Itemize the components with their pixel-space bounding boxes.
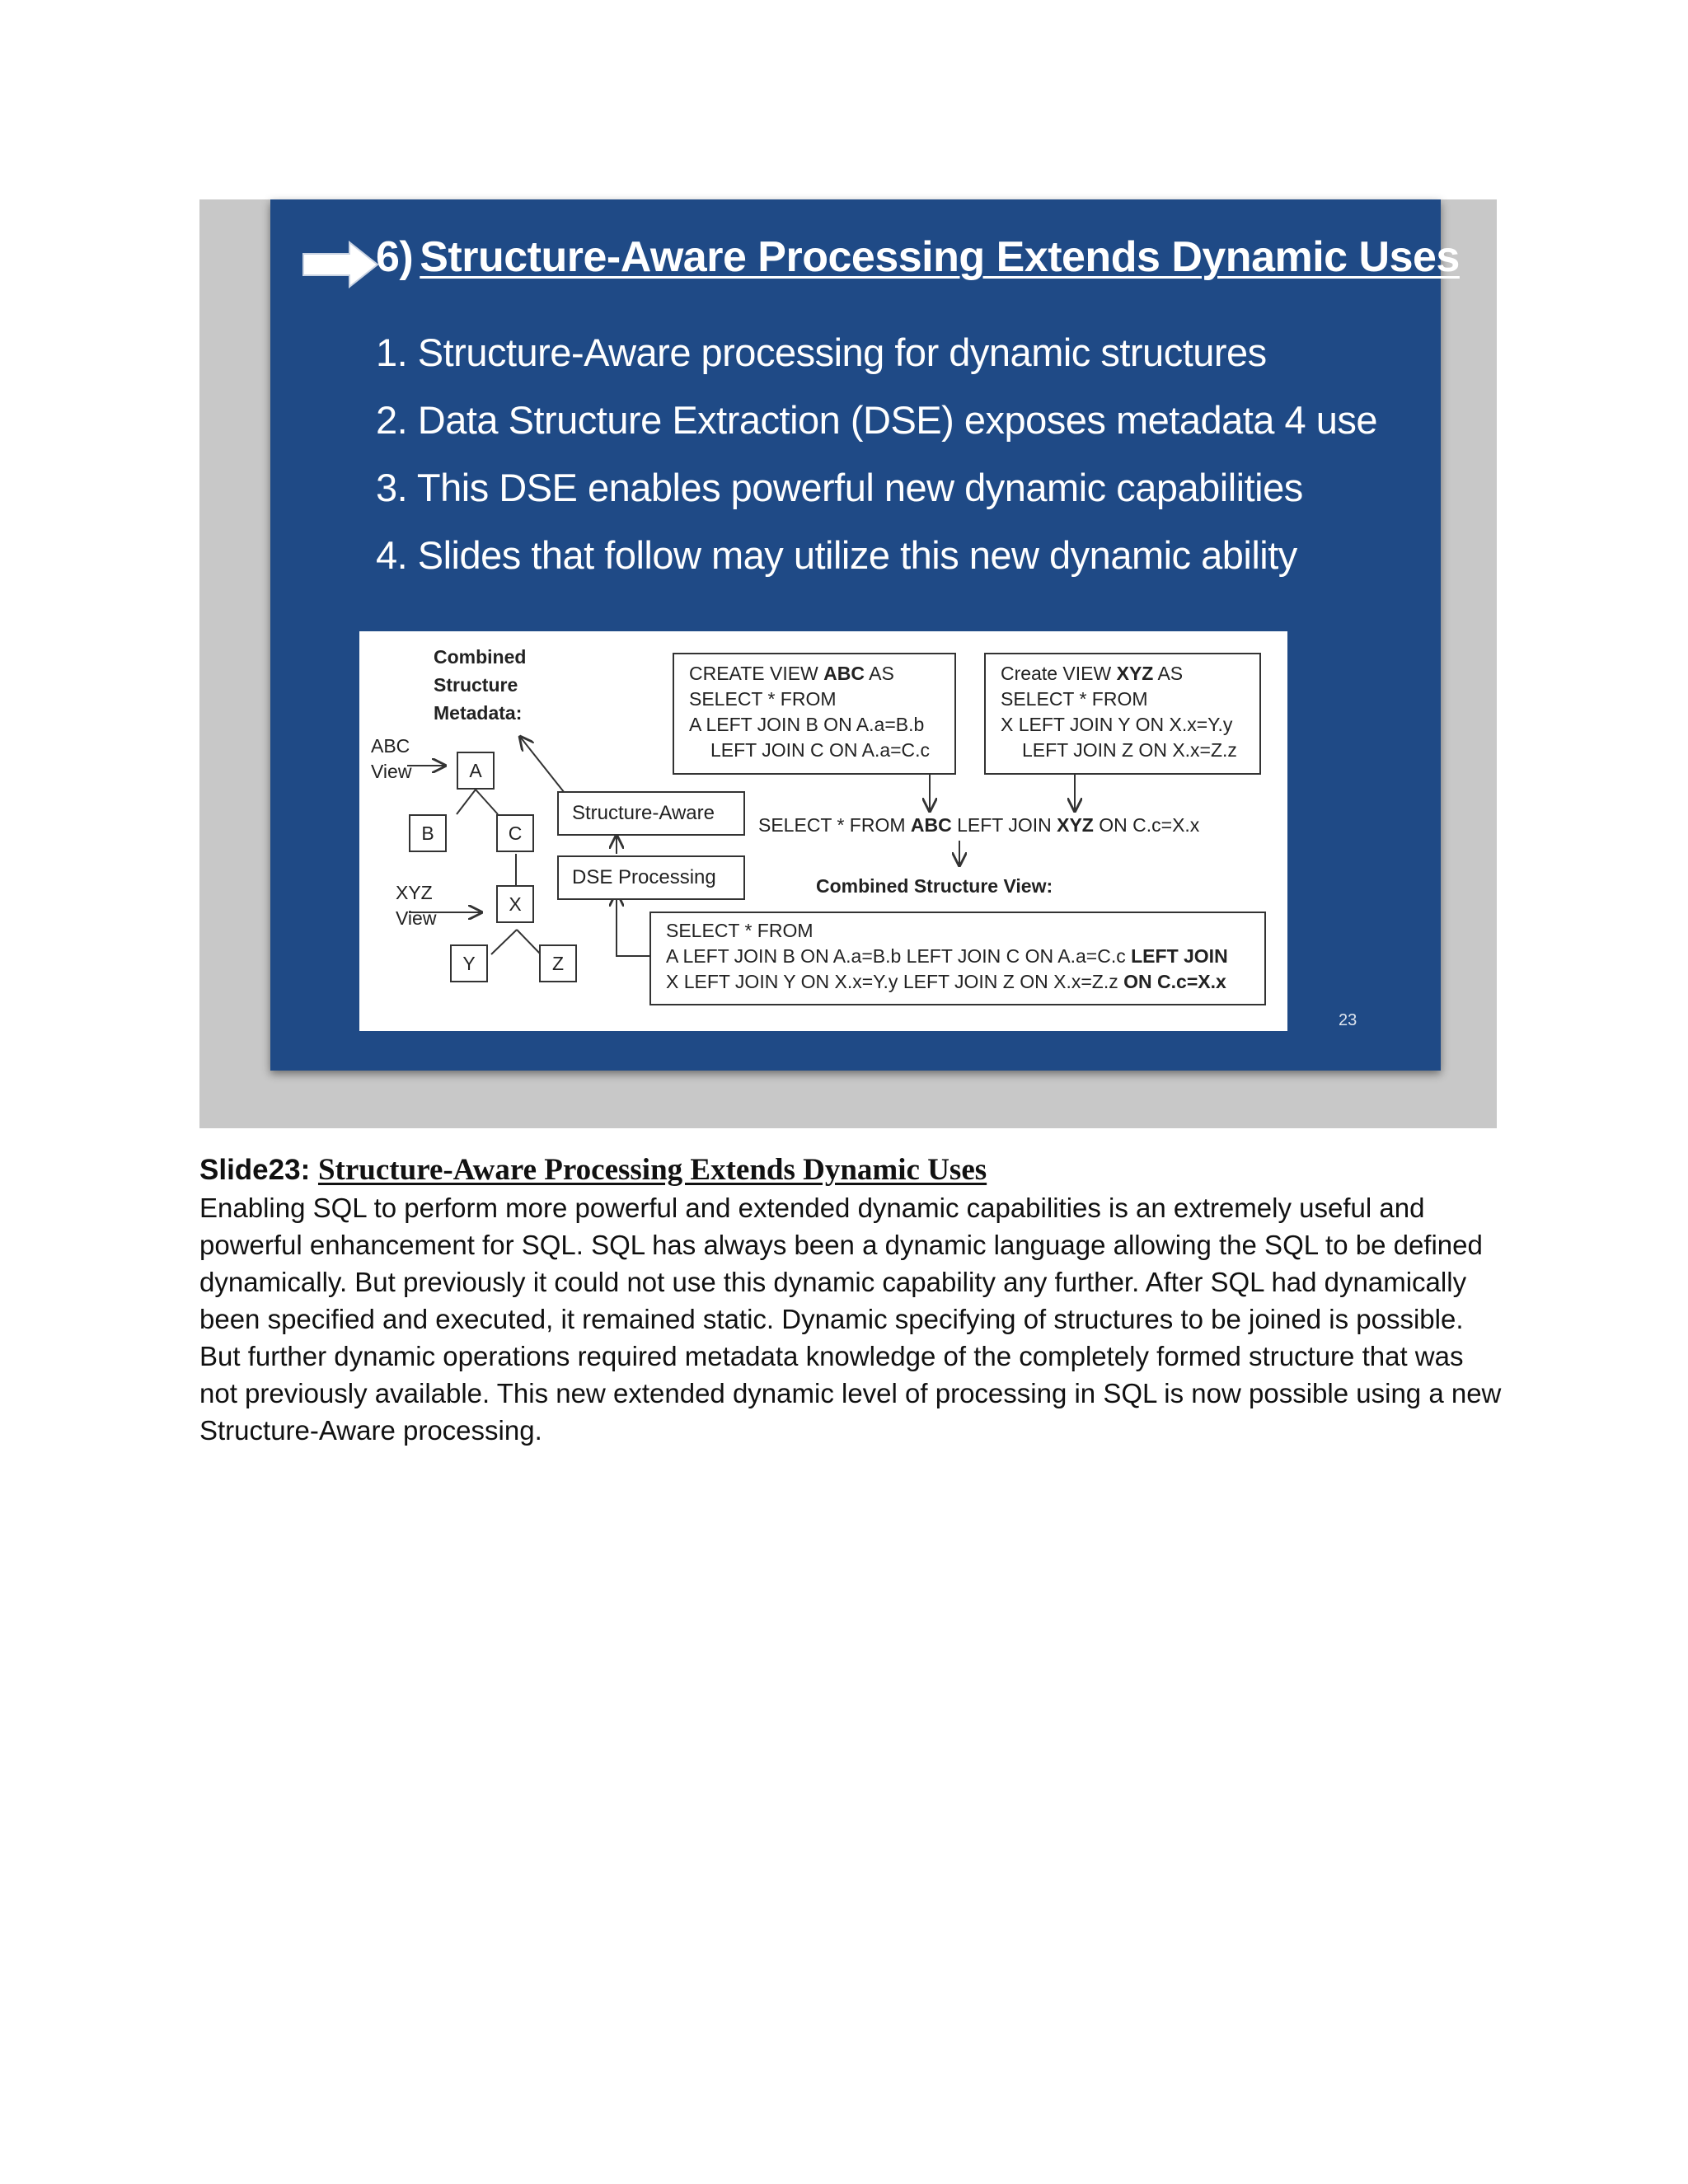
slide-frame — [199, 199, 1497, 1128]
node-x: X — [496, 885, 534, 923]
node-a: A — [457, 752, 495, 790]
bullet-item: 4. Slides that follow may utilize this new dynamic ability — [376, 533, 1297, 577]
metadata-label: Combined Structure Metadata: — [434, 646, 527, 724]
notes-body: Enabling SQL to perform more powerful and extended dynamic capabilities is an extremely useful and powerful enhancement for SQL. SQL has always been a dynamic language allowing the SQL to be defined dynamically. But previously it could not use this dynamic capability any further. After SQL had dynamically been specified and executed, it remained static. Dynamic specifying of structures to be joined is possible. But further dynamic operations required metadata knowledge of the completely formed structure that was not previously available. This new extended dynamic level of processing in SQL is now possible using a new Structure-Aware processing. — [199, 1193, 1502, 1446]
slide-title-number: 6) — [376, 233, 414, 281]
view-abc-sql-box: CREATE VIEW ABC AS SELECT * FROM A LEFT JOIN B ON A.a=B.b LEFT JOIN C ON A.a=C.c — [673, 653, 956, 775]
slide-title — [376, 232, 1460, 282]
bullet-item: 3. This DSE enables powerful new dynamic capabilities — [376, 466, 1303, 509]
node-y: Y — [450, 944, 488, 982]
combined-sql-box: SELECT * FROM A LEFT JOIN B ON A.a=B.b LEFT JOIN C ON A.a=C.c LEFT JOIN X LEFT JOIN Y ON X.x=Y.y LEFT JOIN Z ON X.x=Z.z ON C.c=X.x — [649, 912, 1266, 1005]
notes-title — [199, 1152, 987, 1188]
notes-label: Slide23: — [199, 1154, 311, 1186]
node-c: C — [496, 814, 534, 852]
slide-title-text: Structure-Aware Processing Extends Dynamic Uses — [420, 233, 1460, 281]
arrow-right-icon — [302, 241, 381, 288]
combined-select-text: SELECT * FROM ABC LEFT JOIN XYZ ON C.c=X.x — [758, 814, 1200, 836]
structure-diagram — [359, 631, 1287, 1031]
view-xyz-sql-box: Create VIEW XYZ AS SELECT * FROM X LEFT JOIN Y ON X.x=Y.y LEFT JOIN Z ON X.x=Z.z — [984, 653, 1261, 775]
abc-view-label: ABC View — [371, 735, 412, 782]
slide — [270, 199, 1460, 1071]
structure-aware-box: Structure-Aware — [557, 791, 745, 836]
combined-view-label: Combined Structure View: — [816, 875, 1053, 897]
dse-processing-box: DSE Processing — [557, 855, 745, 900]
bullet-item: 1. Structure-Aware processing for dynamic structures — [376, 330, 1267, 374]
node-b: B — [409, 814, 447, 852]
xyz-view-label: XYZ View — [396, 882, 437, 929]
notes-heading: Structure-Aware Processing Extends Dynamic Uses — [317, 1153, 987, 1187]
bullet-list — [376, 319, 1377, 589]
node-z: Z — [539, 944, 577, 982]
bullet-item: 2. Data Structure Extraction (DSE) exposes metadata 4 use — [376, 398, 1377, 442]
slide-page-number: 23 — [1339, 1011, 1357, 1029]
